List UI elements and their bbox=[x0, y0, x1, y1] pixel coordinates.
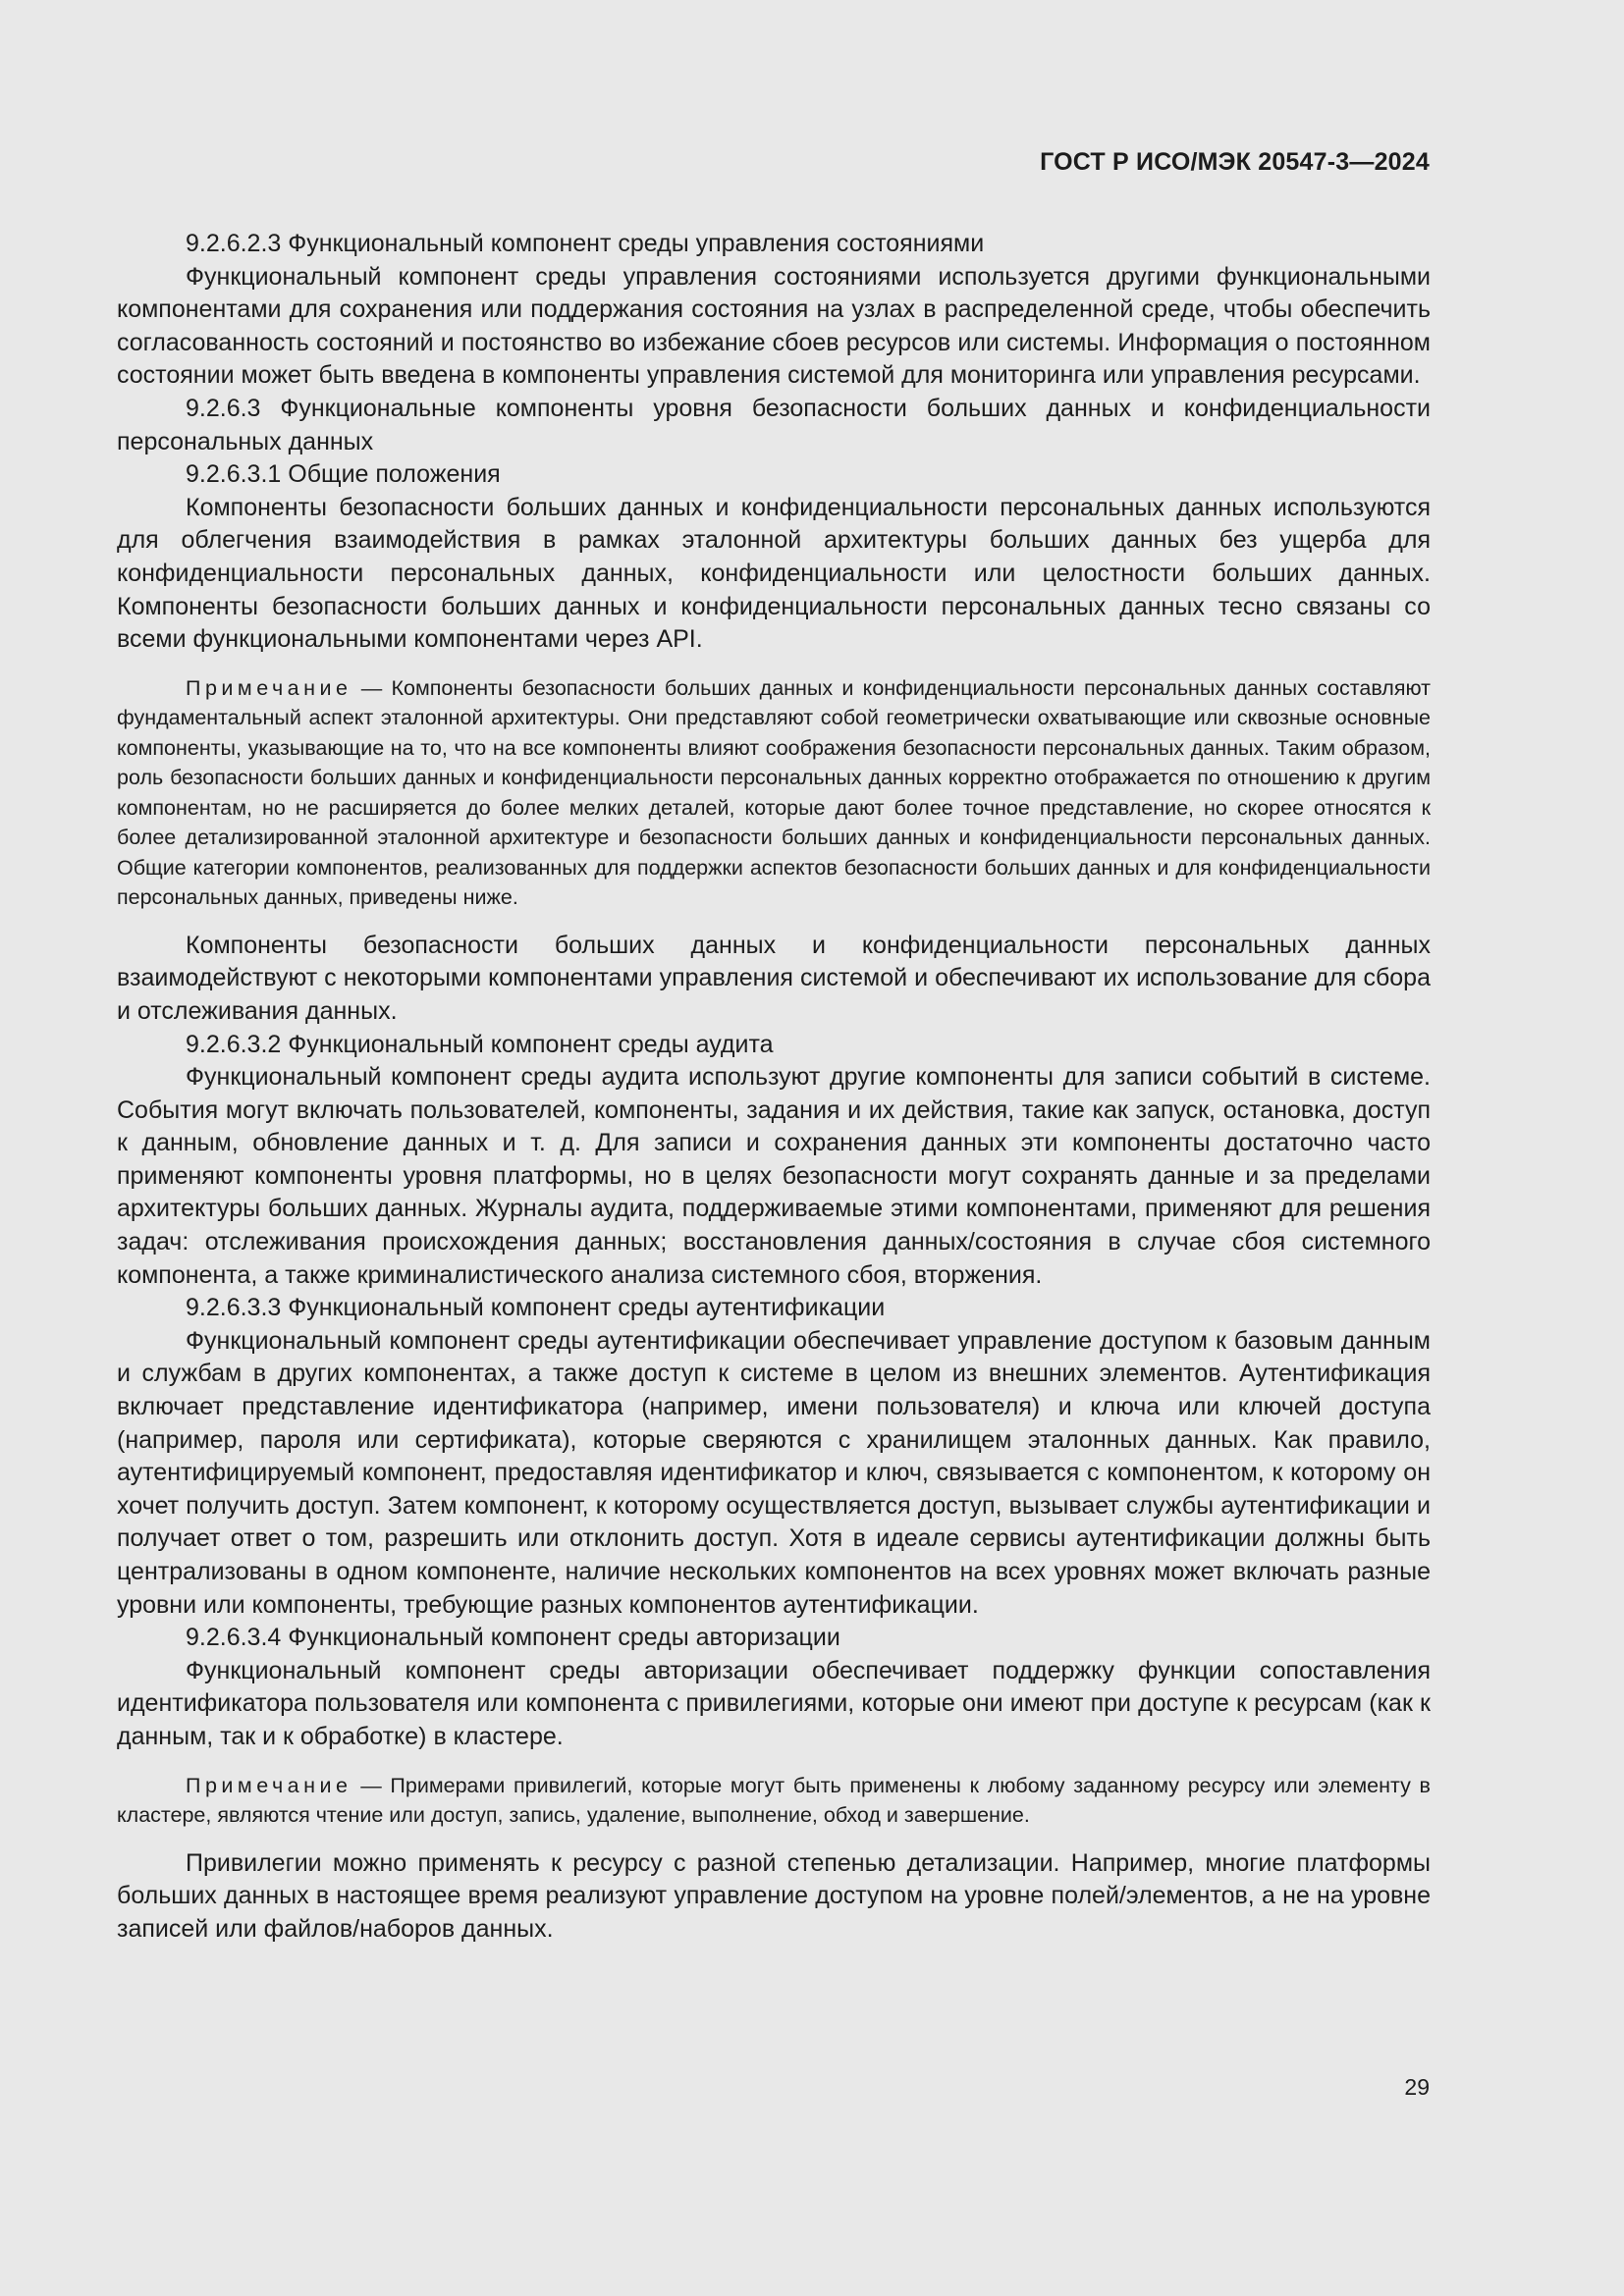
note-label: Примечание bbox=[186, 1773, 352, 1797]
note-dash: — bbox=[360, 675, 383, 700]
section-heading: 9.2.6.2.3 Функциональный компонент среды управления состояниями bbox=[186, 230, 985, 257]
section-heading: 9.2.6.3.2 Функциональный компонент среды аудита bbox=[186, 1030, 774, 1058]
paragraph: Функциональный компонент среды аутентификации обеспечивает управление доступом к базовым данным и службам в других компонентах, а также доступ к системе в целом из внешних элементов. Аутентификация включает представление идентификатора (например, имени пользователя) и ключа или ключей доступа (например, пароля или сертификата), которые сверяются с хранилищем эталонных данных. Как правило, аутентифицируемый компонент, предоставляя идентификатор и ключ, связывается с компонентом, к которому он хочет получить доступ. Затем компонент, к которому осуществляется доступ, вызывает службы аутентификации и получает ответ о том, разрешить или отклонить доступ. Хотя в идеале сервисы аутентификации должны быть централизованы в одном компоненте, наличие нескольких компонентов на всех уровнях может включать разные уровни или компоненты, требующие разных компонентов аутентификации. bbox=[117, 1326, 1431, 1619]
note bbox=[117, 673, 1431, 913]
paragraph: Привилегии можно применять к ресурсу с разной степенью детализации. Например, многие платформы больших данных в настоящее время реализуют управление доступом на уровне полей/элементов, а не на уровне записей или файлов/наборов данных. bbox=[117, 1848, 1431, 1943]
note-dash: — bbox=[360, 1773, 382, 1797]
paragraph: Компоненты безопасности больших данных и конфиденциальности персональных данных взаимодействуют с некоторыми компонентами управления системой и обеспечивают их использование для сбора и отслеживания данных. bbox=[117, 931, 1431, 1025]
paragraph: Компоненты безопасности больших данных и конфиденциальности персональных данных используются для облегчения взаимодействия в рамках эталонной архитектуры больших данных без ущерба для конфиденциальности персональных данных, конфиденциальности или целостности больших данных. Компоненты безопасности больших данных и конфиденциальности персональных данных тесно связаны со всеми функциональными компонентами через API. bbox=[117, 493, 1431, 654]
document-header: ГОСТ Р ИСО/МЭК 20547-3—2024 bbox=[1040, 148, 1430, 176]
note-text: Примерами привилегий, которые могут быть применены к любому заданному ресурсу или элементу в кластере, являются чтение или доступ, запись, удаление, выполнение, обход и завершение. bbox=[117, 1773, 1431, 1828]
section-heading: 9.2.6.3.4 Функциональный компонент среды авторизации bbox=[186, 1624, 840, 1652]
paragraph: Функциональный компонент среды аудита используют другие компоненты для записи событий в системе. События могут включать пользователей, компоненты, задания и их действия, такие как запуск, остановка, доступ к данным, обновление данных и т. д. Для записи и сохранения данных эти компоненты достаточно часто применяют компоненты уровня платформы, но в целях безопасности могут сохранять данные и за пределами архитектуры больших данных. Журналы аудита, поддерживаемые этими компонентами, применяют для решения задач: отслеживания происхождения данных; восстановления данных/состояния в случае сбоя системного компонента, а также криминалистического анализа системного сбоя, вторжения. bbox=[117, 1063, 1431, 1289]
note-text: Компоненты безопасности больших данных и конфиденциальности персональных данных составляют фундаментальный аспект эталонной архитектуры. Они представляют собой геометрически охватывающие или сквозные основные компоненты, указывающие на то, что на все компоненты влияют соображения безопасности персональных данных. Таким образом, роль безопасности больших данных и конфиденциальности персональных данных корректно отображается по отношению к другим компонентам, но не расширяется до более мелких деталей, которые дают более точное представление, но скорее относятся к более детализированной эталонной архитектуре и безопасности больших данных и конфиденциальности персональных данных. Общие категории компонентов, реализованных для поддержки аспектов безопасности больших данных и для конфиденциальности персональных данных, приведены ниже. bbox=[117, 675, 1431, 910]
paragraph: Функциональный компонент среды авторизации обеспечивает поддержку функции сопоставления идентификатора пользователя или компонента с привилегиями, которые они имеют при доступе к ресурсам (как к данным, так и к обработке) в кластере. bbox=[117, 1656, 1431, 1750]
section-heading: 9.2.6.3.3 Функциональный компонент среды аутентификации bbox=[186, 1294, 886, 1322]
section-heading: 9.2.6.3 Функциональные компоненты уровня безопасности больших данных и конфиденциальности персональных данных bbox=[117, 394, 1431, 455]
section-heading: 9.2.6.3.1 Общие положения bbox=[186, 460, 501, 489]
document-body bbox=[117, 228, 1431, 1946]
note-label: Примечание bbox=[186, 675, 352, 700]
paragraph: Функциональный компонент среды управления состояниями используется другими функциональными компонентами для сохранения или поддержания состояния на узлах в распределенной среде, чтобы обеспечить согласованность состояний и постоянство во избежание сбоев ресурсов или системы. Информация о постоянном состоянии может быть введена в компоненты управления системой для мониторинга или управления ресурсами. bbox=[117, 262, 1431, 390]
note bbox=[117, 1771, 1431, 1831]
page-number: 29 bbox=[1404, 2074, 1430, 2100]
